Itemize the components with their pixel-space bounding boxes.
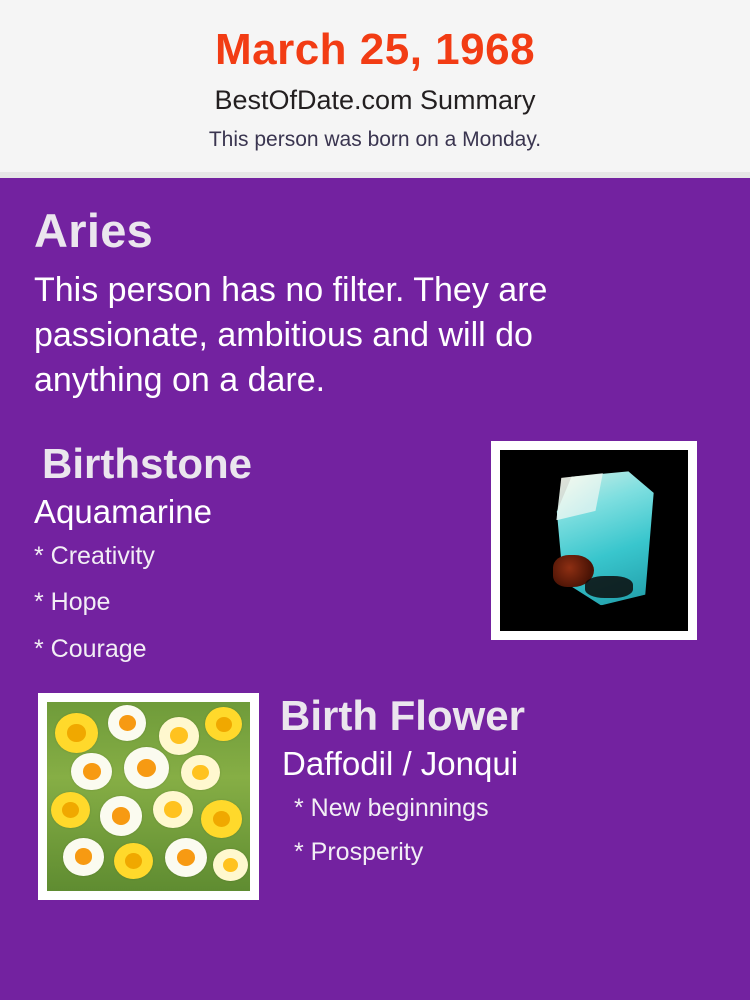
flower-icon bbox=[124, 747, 169, 789]
birthstone-name: Aquamarine bbox=[34, 492, 212, 530]
birth-flower-photo bbox=[38, 693, 259, 900]
zodiac-sign-name: Aries bbox=[34, 204, 154, 257]
birth-flower-heading: Birth Flower bbox=[280, 691, 526, 739]
list-item: * Prosperity bbox=[294, 838, 424, 867]
birthstone-photo-inner bbox=[500, 450, 688, 631]
flower-icon bbox=[108, 705, 147, 741]
flower-icon bbox=[55, 713, 98, 753]
flower-icon bbox=[114, 843, 153, 879]
birth-date-title: March 25, 1968 bbox=[214, 25, 536, 74]
site-summary-subtitle: BestOfDate.com Summary bbox=[214, 85, 536, 116]
day-of-week-note: This person was born on a Monday. bbox=[208, 128, 542, 152]
zodiac-description: This person has no filter. They are passionate, ambitious and will do anything on a dare. bbox=[34, 271, 548, 399]
flower-icon bbox=[153, 791, 194, 829]
list-item: * Hope bbox=[34, 588, 111, 617]
list-item: * Courage bbox=[34, 634, 147, 663]
list-item: * New beginnings bbox=[294, 793, 489, 822]
birth-flower-trait-list bbox=[280, 795, 718, 867]
flower-icon bbox=[63, 838, 104, 876]
flower-icon bbox=[205, 707, 242, 741]
birth-flower-text bbox=[280, 693, 718, 867]
flower-icon bbox=[213, 849, 248, 881]
birthstone-section bbox=[32, 441, 718, 671]
list-item: * Creativity bbox=[34, 541, 155, 570]
flower-icon bbox=[159, 717, 200, 755]
birthstone-heading: Birthstone bbox=[42, 439, 252, 487]
flower-icon bbox=[51, 792, 90, 828]
flower-icon bbox=[100, 796, 143, 836]
birth-flower-section bbox=[32, 693, 718, 913]
flower-icon bbox=[201, 800, 242, 838]
birth-flower-name: Daffodil / Jonqui bbox=[282, 744, 519, 782]
card-body bbox=[0, 204, 750, 913]
crystal-shadow bbox=[585, 576, 634, 598]
card-header bbox=[0, 0, 750, 178]
birth-flower-photo-inner bbox=[47, 702, 250, 891]
birthstone-photo bbox=[491, 441, 697, 640]
flower-icon bbox=[71, 753, 112, 791]
flower-icon bbox=[165, 838, 208, 878]
flower-icon bbox=[181, 755, 220, 791]
